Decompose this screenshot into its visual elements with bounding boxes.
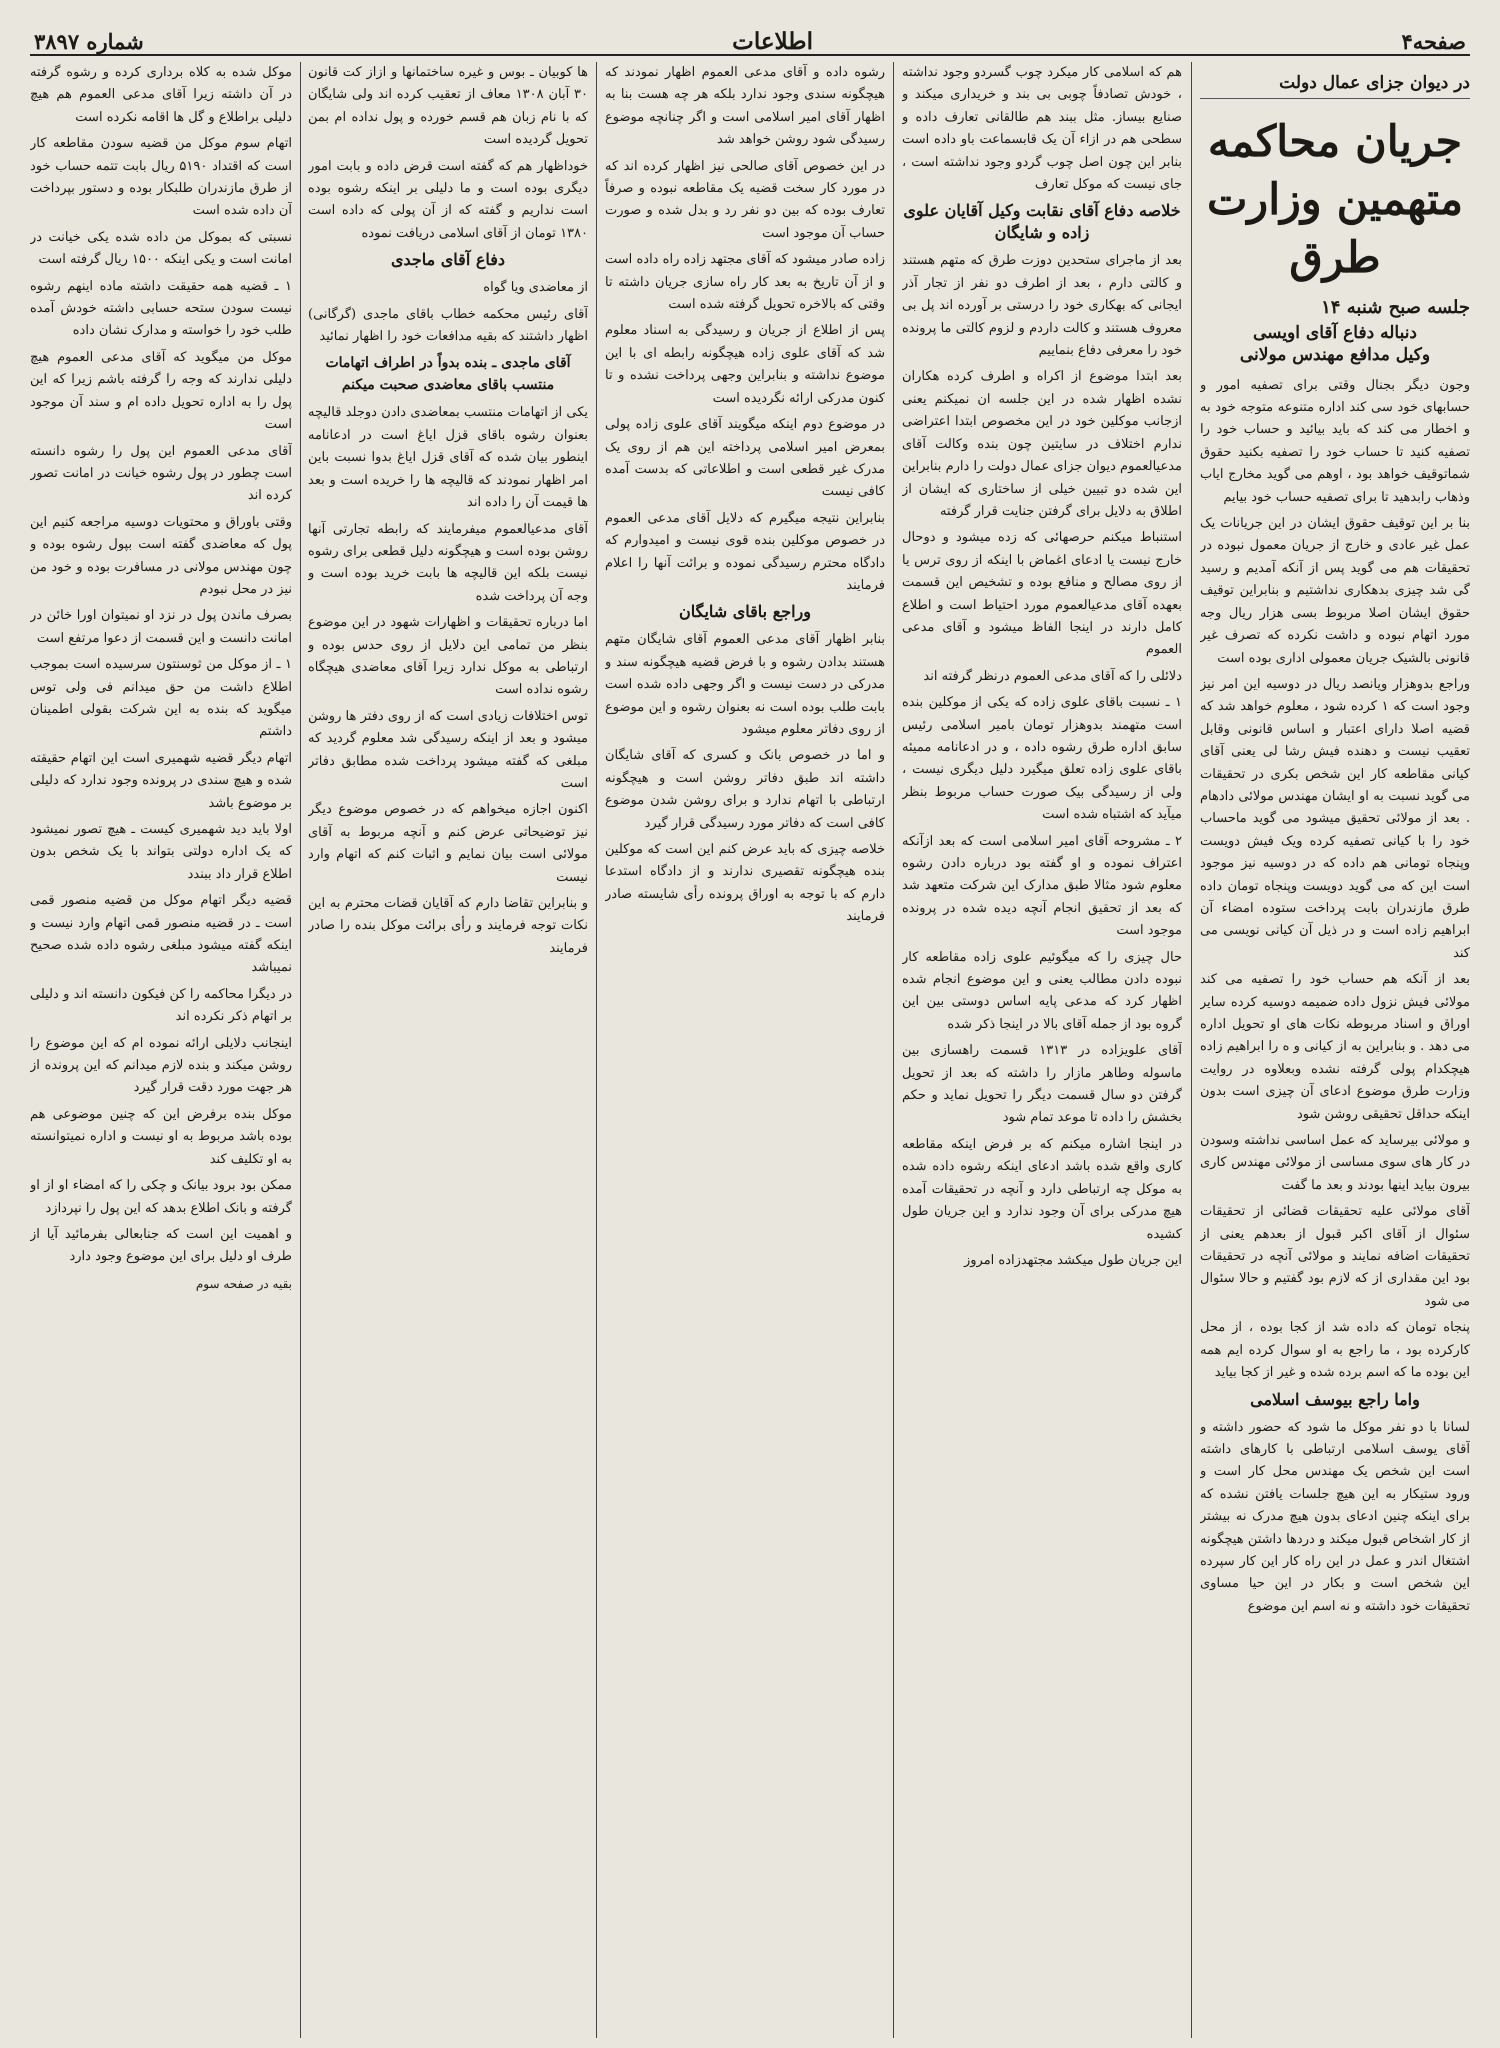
subheading: وراجع باقای شایگان bbox=[678, 602, 811, 622]
paragraph: نسبتی که بموکل من داده شده یکی خیانت در امانت است و یکی اینکه ۱۵۰۰ ریال گرفته است bbox=[30, 229, 292, 268]
paragraph: در موضوع دوم اینکه میگویند آقای علوی زاده پولی بمعرض امیر اسلامی پرداخته این هم از روی یک مدرک غیر قطعی است و اطلاعاتی که بدست آمده کافی نیست bbox=[605, 417, 885, 500]
subheading: واما راجع بیوسف اسلامی bbox=[1250, 1389, 1420, 1409]
subheading: خلاصه دفاع آقای نقابت وکیل آقایان علوی زاده و شایگان bbox=[903, 201, 1181, 243]
paragraph: اینجانب دلایلی ارائه نموده ام که این موضوع را روشن میکند و بنده لازم میدانم که این پرونده از هر جهت مورد دقت قرار گیرد bbox=[30, 1035, 292, 1096]
paragraph: بصرف ماندن پول در نزد او نمیتوان اورا خائن در امانت دانست و این قسمت از دعوا مرتفع است bbox=[30, 608, 292, 646]
paragraph: و اما در خصوص بانک و کسری که آقای شایگان داشته اند طبق دفاتر روشن است و هیچگونه ارتباطی با اتهام ندارد و برای روشن شدن موضوع کافی است که دفاتر مورد رسیدگی قرار گیرد bbox=[605, 748, 885, 831]
column-2 bbox=[902, 62, 1182, 2040]
paper-name: اطلاعات bbox=[732, 27, 813, 55]
paragraph: وقتی باوراق و محتویات دوسیه مراجعه کنیم این پول که معاضدی گفته است بپول رشوه بوده و چون مهندس مولانی در مسافرت بوده و خود من نیز در محل نبودم bbox=[30, 514, 292, 597]
paragraph: آقای رئیس محکمه خطاب باقای ماجدی (گرگانی) اظهار داشتند که بقیه مدافعات خود را اظهار نمائید bbox=[308, 306, 588, 345]
paragraph: در اینجا اشاره میکنم که بر فرض اینکه مقاطعه کاری واقع شده باشد ادعای اینکه رشوه داده شده به موکل چه ارتباطی دارد و آنچه در تحقیقات آمده هیچ مدرکی برای آن وجود ندارد و این جریان طول کشیده bbox=[902, 1136, 1182, 1242]
paragraph: زاده صادر میشود که آقای مجتهد زاده راه داده است و از آن تاریخ به بعد کار راه سازی جریان داشته تا وقتی که بالاخره تحویل گرفته شده است bbox=[605, 252, 885, 313]
paragraph: یکی از اتهامات منتسب بمعاضدی دادن دوجلد قالیچه بعنوان رشوه باقای قزل ایاغ است در ادعانامه اینطور بیان شده که آقای قزل ایاغ بدوا نسبت باین امر اظهار نمودند که قالیچه ها را خریده است و بعد ها قیمت آن را داده اند bbox=[308, 405, 588, 511]
continued-note: بقیه در صفحه سوم bbox=[195, 1276, 292, 1291]
paragraph: بنابر اظهار آقای مدعی العموم آقای شایگان متهم هستند بدادن رشوه و با فرض قضیه هیچگونه سند و مدرکی در دست نیست و اگر وجهی داده شده است بابت طلب بوده است نه بعنوان رشوه و این موضوع از روی دفاتر معلوم میشود bbox=[605, 632, 885, 737]
paragraph: بعد از ماجرای ستحدین دوزت طرق که متهم هستند و کالتی دارم ، بعد از اطرف دو نفر از تجار آذر ایجانی که بهکاری خود را درستی بر آورده اند پل بی معروف هستند و کالت داردم و لزوم کالتی ما پرونده خود را معرفی دفاع بنماییم bbox=[902, 253, 1182, 359]
headline-kicker: در دیوان جزای عمال دولت bbox=[1200, 72, 1470, 99]
paragraph: آقای علویزاده در ۱۳۱۳ قسمت راهسازی بین ماسوله وطاهر مازار را داشته که بعد از تحویل گرفتن دو سال قسمت دیگر را تحویل نماید و حکم بخشش را داده تا موعد تمام شود bbox=[902, 1043, 1182, 1126]
paragraph: خوداظهار هم که گفته است قرض داده و بابت امور دیگری بوده است و ما دلیلی بر اینکه رشوه بوده است نداریم و گفته که از آن پولی که داده است ۱۳۸۰ تومان از آقای اسلامی دریافت نموده bbox=[308, 158, 588, 241]
masthead bbox=[30, 28, 1470, 56]
column-4 bbox=[308, 62, 588, 2040]
paragraph: آقای مولائی علیه تحقیقات قضائی از تحقیقات سئوال از آقای اکبر قبول از بعدهم یعنی از تحقیقات اضافه نمایند و مولائی آنچه در تحقیقات بود این مقداری از که لازم بود گفتیم و حالا سئوال می شود bbox=[1200, 1204, 1470, 1309]
paragraph: بنابراین نتیجه میگیرم که دلایل آقای مدعی العموم در خصوص موکلین بنده قوی نیست و امیدوارم که دادگاه محترم رسیدگی نموده و برائت آنها را اعلام فرمایند bbox=[605, 510, 885, 593]
column-3 bbox=[605, 62, 885, 2040]
column-rule bbox=[893, 62, 894, 2038]
paragraph: موکل من میگوید که آقای مدعی العموم هیچ دلیلی ندارند که وجه را گرفته باشم زیرا که این پول را به اداره تحویل داده ام و سند آن موجود است bbox=[30, 349, 292, 433]
paragraph: اتهام دیگر قضیه شهمیری است این اتهام حقیقته شده و هیچ سندی در پرونده وجود ندارد که دلیلی بر موضوع باشد bbox=[30, 750, 292, 811]
headline-box bbox=[1200, 72, 1470, 367]
session-title: جلسه صبح شنبه ۱۴ bbox=[1321, 297, 1470, 319]
paragraph: وراجع بدوهزار ویانصد ریال در دوسیه این امر نیز وجود است که ۱ کرده شود ، معلوم خواهد شد که قضیه اصلا دارای اعتبار و اساس قانونی وقابل تعقیب نیست و دهنده فیش رشا لی یعنی آقای کیانی مقاطعه کار این شخص بکری در تحقیقات می گوید نسبت به او ایشان مهندس مولائی دادهام . بعد از مولائی تحقیق میشود می گوید ماحساب خود را با کیانی تصفیه کرده ویک فیش دویست وپنجاه تومانی هم داده که در دوسیه نیز موجود است این که می گوید دویست وپنجاه تومان داده طرق مازندران بابت پرداخت ستوده امضاء آن ابراهیم زاده است و در ذیل آن کیانی نویسی می کند bbox=[1200, 676, 1470, 961]
paragraph: اولا باید دید شهمیری کیست ـ هیچ تصور نمیشود که یک اداره دولتی بتواند با یک شخص بدون اطلاع قرار داد ببندد bbox=[30, 822, 292, 882]
paragraph: این جریان طول میکشد مجتهدزاده امروز bbox=[963, 1252, 1182, 1268]
page-label: صفحه۴ bbox=[1401, 28, 1466, 54]
paragraph: بعد ابتدا موضوع از اکراه و اطرف کرده هکاران نشده اظهار شده در این جلسه ان نمیکنم یعنی ازجانب موکلین خود در این مخصوص ابتدا اعتراضی ندارم اختلاف در سایتین چون بنده وکالت آقای مدعیالعموم دیوان جزای عمال دولت را دارم بنابراین این شده دو تبیین خیلی از ساختاری که ایشان از اطلاق به دلایل برای گرفتن جنایت قرار گرفته bbox=[902, 369, 1182, 519]
subheading: دفاع آقای ماجدی bbox=[390, 250, 506, 270]
paragraph: خلاصه چیزی که باید عرض کنم این است که موکلین بنده هیچگونه تقصیری ندارند و از دادگاه استدعا دارم که با توجه به اوراق پرونده رأی شایسته صادر فرمایند bbox=[605, 842, 885, 925]
paragraph: ۱ ـ از موکل من ثوسنتون سرسیده است بموجب اطلاع داشت من حق میدانم فی ولی توس میگوید که بنده به این شرکت بقولی اطمینان داشتم bbox=[30, 657, 292, 740]
paragraph: حال چیزی را که میگوئیم علوی زاده مقاطعه کار نبوده دادن مطالب یعنی و این موضوع انجام شده اظهار کرد که مدعی پایه اساس دوستی بین این گروه بود از جمله آقای بالا در اینجا ذکر شده bbox=[902, 949, 1182, 1032]
paragraph: اتهام سوم موکل من قضیه سودن مقاطعه کار است که اقتداد ۵۱۹۰ ریال بابت تتمه حساب خود از طرق مازندران طلبکار بوده و دستور بپرداخت آن داده شده است bbox=[30, 136, 292, 219]
paragraph: موکل بنده برفرض این که چنین موضوعی هم بوده باشد مربوط به او نیست و اداره نمیتوانسته به او تکلیف کند bbox=[30, 1106, 292, 1167]
paragraph: آقای مدعیالعموم میفرمایند که رابطه تجارتی آنها روشن بوده است و هیچگونه دلیل قطعی برای رشوه نیست بلکه این قالیچه ها بابت خرید بوده است و وجه آن پرداخت شده bbox=[308, 521, 588, 604]
paragraph: موکل شده به کلاه برداری کرده و رشوه گرفته در آن داشته زیرا آقای مدعی العموم هم هیچ دلیلی براطلاع و گل ها اقامه نکرده است bbox=[30, 65, 292, 125]
paragraph: پس از اطلاع از جریان و رسیدگی به اسناد معلوم شد که آقای علوی زاده هیچگونه رابطه ای با این موضوع نداشته و بنابراین وجهی پرداخت نشده و تا کنون مدرکی ارائه نگردیده است bbox=[605, 323, 885, 406]
column-rule bbox=[1191, 62, 1192, 2038]
paragraph: پنجاه تومان که داده شد از کجا بوده ، از محل کارکرده بود ، ما راجع به او سوال کرده ایم همه این بوده ما که اسم برده شده و غیر از کجا بیاید bbox=[1200, 1320, 1470, 1381]
paragraph: رشوه داده و آقای مدعی العموم اظهار نمودند که هیچگونه سندی وجود ندارد بلکه هر چه هست بنا به اظهار آقای امیر اسلامی است و اگر چنانچه موضوع رسیدگی شود روشن خواهد شد bbox=[605, 65, 885, 148]
paragraph: اما درباره تحقیقات و اظهارات شهود در این موضوع بنظر من تمامی این دلایل از روی حدس بوده و ارتباطی به موکل ندارد زیرا آقای معاضدی هیچگاه رشوه نداده است bbox=[308, 615, 588, 698]
paragraph: اکنون اجازه میخواهم که در خصوص موضوع دیگر نیز توضیحاتی عرض کنم و آنچه مربوط به آقای مولائی است بیان نمایم و اثبات کنم که اتهام وارد نیست bbox=[308, 802, 588, 885]
issue-number: شماره ۳۸۹۷ bbox=[34, 28, 144, 54]
paragraph: بنا بر این توقیف حقوق ایشان در این جریانات یک عمل غیر عادی و خارج از جریان معمول نبوده در تحقیقات هم می گوید پس از آنکه آمدیم و رسید گی شد چیزی بدهکاری نداشتیم و بنابراین توقیف حقوق ایشان اصلا مربوط بسی هزار ریال وجه مورد اتهام نبوده و داشت نکرده که تصرف غیر قانونی بالشیک جریان معمولی اداری بوده است bbox=[1200, 516, 1470, 666]
paragraph: ها کوبیان ـ بوس و غیره ساختمانها و ازاز کت قانون ۳۰ آبان ۱۳۰۸ معاف از تعقیب کرده اند ولی شایگان که با نام زبان هم قسم خورده و پول نداده ام بمن تحویل گردیده است bbox=[308, 65, 588, 148]
paragraph: لسانا با دو نفر موکل ما شود که حضور داشته و آقای یوسف اسلامی ارتباطی با کارهای داشته است این شخص یک مهندس محل کار است و ورود ستیکار به این هیچ جلسات یافتن نشده که برای اینکه چنین ادعای بدون هیچ مدرک نه بیشتر از کار اشخاص قبول میکند و دردها داشتن هیچگونه اشتغال اندر و عمل در این راه کار این کار سپرده این شخص است و بکار در این حیا مساوی تحقیقات خود داشته و نه اسم این موضوع bbox=[1200, 1419, 1470, 1614]
paragraph: و مولائی بیرساید که عمل اساسی نداشته وسودن در کار های سوی مساسی از مولائی مهندس کاری بیرون بیاید اینها بودند و بعد ما گفت bbox=[1200, 1133, 1470, 1193]
paragraph: ۱ ـ قضیه همه حقیقت داشته ماده اینهم رشوه نیست سودن ستحه حسابی داشته خودش آمده طلب خود را خواسته و مدارک نشان داده bbox=[30, 278, 292, 339]
defense-subtitle: وکیل مدافع مهندس مولانی bbox=[1239, 345, 1431, 366]
column-5 bbox=[30, 62, 292, 2040]
paragraph: ۲ ـ مشروحه آقای امیر اسلامی است که بعد ازآنکه اعتراف نموده و او گفته بود درباره دادن رشوه معلوم شود مثالا طبق مدارک این شرکت متعهد شد که بعد از تحقیق انجام آنچه دیده شده در پرونده موجود است bbox=[902, 833, 1182, 939]
subheading: آقای ماجدی ـ بنده بدواً در اطراف اتهامات منتسب باقای معاضدی صحبت میکنم bbox=[325, 355, 571, 394]
paragraph: بعد از آنکه هم حساب خود را تصفیه می کند مولائی فیش نزول داده ضمیمه دوسیه کرده سایر اوراق و اسناد مربوطه نکات های او تحویل اداره می دهد . و بنابراین به از کیانی و ه را ابراهیم زاده هیچکدام پولی گرفته نشده وبعلاوه در روایت وزارت طرق موضوع ادعای آن چیزی است بدون اینکه حداقل تحقیقی روشن شود bbox=[1200, 972, 1470, 1122]
paragraph: استنباط میکنم حرصهائی که زده میشود و دوحال خارج نیست یا ادعای اغماض با اینکه از روی ترس یا از روی مصالح و منافع بوده و تشخیص این قسمت بعهده آقای مدعیالعموم مورد احتیاط است و اطلاع کامل دارند در اینجا الفاظ میشود و آقای مدعی العموم bbox=[902, 530, 1182, 658]
column-1 bbox=[1200, 62, 1470, 2040]
defense-title: دنباله دفاع آقای اویسی bbox=[1252, 322, 1417, 343]
paragraph: از معاضدی ویا گواه bbox=[483, 280, 588, 296]
paragraph: وجون دیگر بجنال وقتی برای تصفیه امور و حسابهای خود سی کند اداره متنوعه متوجه خود به و اخطار می کند که باید بیائید و حساب خود را تصفیه کنید تا حساب خود را تصفیه بکنید حقوق شماتوقیف خواهد بود ، اوهم می گوید مخارج ایاب وذهاب رابدهید تا برای تصفیه حساب خود بیایم bbox=[1200, 377, 1470, 505]
paragraph: و بنابراین تقاضا دارم که آقایان قضات محترم به این نکات توجه فرمایند و رأی برائت موکل بنده را صادر فرمایند bbox=[308, 896, 588, 956]
column-rule bbox=[596, 62, 597, 2038]
paragraph: ممکن بود برود بیانک و چکی را که امضاء او از او گرفته و بانک اطلاع بدهد که این پول را نپردازد bbox=[30, 1178, 292, 1216]
paragraph: در دیگرا محاکمه را کن فیکون دانسته اند و دلیلی بر اتهام ذکر نکرده اند bbox=[30, 986, 292, 1025]
paragraph: و اهمیت این است که جنابعالی بفرمائید آیا از طرف او دلیل برای این موضوع وجود دارد bbox=[30, 1226, 292, 1265]
paragraph: آقای مدعی العموم این پول را رشوه دانسته است چطور در پول رشوه خیانت در امانت تصور کرده اند bbox=[30, 443, 292, 504]
paragraph: هم که اسلامی کار میکرد چوب گسردو وجود نداشته ، خودش تصادفاً چوبی بی بند و خریداری میکند و صنایع بیساز. مثل ببند هم طالقانی تعارف داده و سطحی هم در ازاء آن یک قابسماعت باو داده است بنابر این چون اصل چوب گردو وجود نداشته است ، جای نیست که موکل تعارف bbox=[902, 65, 1182, 193]
paragraph: قضیه دیگر اتهام موکل من قضیه منصور قمی است ـ در قضیه منصور قمی اتهام وارد نیست و اینکه گفته میشود مبلغی رشوه داده شده صحیح نمیباشد bbox=[30, 893, 292, 976]
column-rule bbox=[300, 62, 301, 2038]
paragraph: در این خصوص آقای صالحی نیز اظهار کرده اند که در مورد کار سخت قضیه یک مقاطعه نبوده و صرفاً تعارف بوده که بین دو نفر رد و بدل شده و صورت حساب آن موجود است bbox=[605, 158, 885, 241]
paragraph: ۱ ـ نسبت باقای علوی زاده که یکی از موکلین بنده است متهمند بدوهزار تومان بامیر اسلامی رئیس سابق اداره طرق رشوه داده ، و در ادعانامه ممیئه باقای علوی زاده تعلق میگیرد دلیل دیگری نیست ، ولی از رسیدگی بیک صورت حساب مربوط بنظر میآید که اشتباه شده است bbox=[902, 695, 1182, 823]
paragraph: توس اختلافات زیادی است که از روی دفتر ها روشن میشود و بعد از اینکه رسیدگی شد معلوم گردید که مبلغی که گفته میشود پرداخت شده مطابق دفاتر است bbox=[308, 708, 588, 791]
headline-title: جریان محاکمه متهمین وزارت طرق bbox=[1206, 117, 1464, 284]
paragraph: دلائلی را که آقای مدعی العموم درنظر گرفته اند bbox=[923, 668, 1182, 684]
